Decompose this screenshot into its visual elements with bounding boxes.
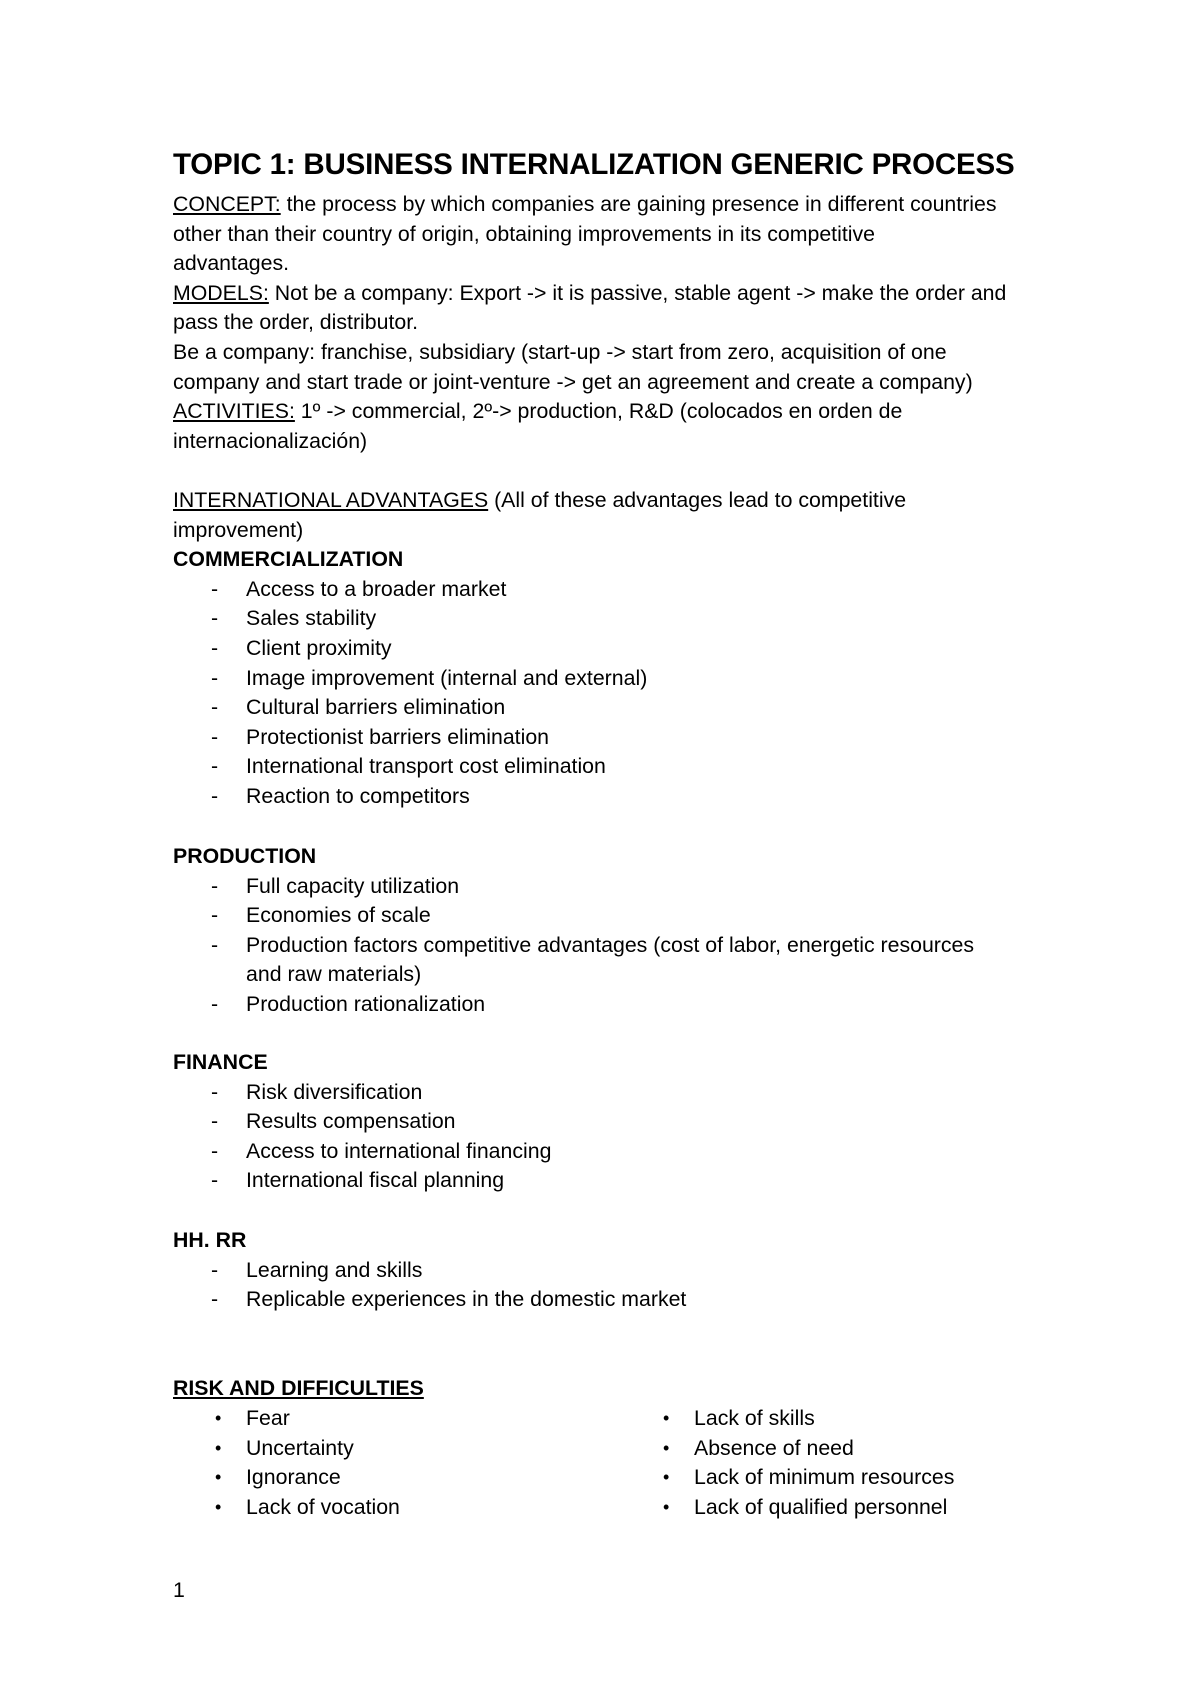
risk-block (173, 1374, 1053, 1404)
list-item: • Fear (215, 1406, 290, 1430)
activities-line-1: ACTIVITIES: 1º -> commercial, 2º-> production, R&D (colocados en orden de (173, 399, 903, 424)
list-item: • Uncertainty (215, 1435, 354, 1460)
finance-heading: FINANCE (173, 1050, 268, 1074)
advantages-block (173, 486, 1053, 812)
advantages-line-2: improvement) (173, 517, 304, 542)
list-item: - Economies of scale (211, 903, 431, 928)
activities-line-2: internacionalización) (173, 428, 368, 453)
list-item: - Learning and skills (211, 1257, 423, 1282)
hhrr-list (173, 1256, 1053, 1315)
concept-label: CONCEPT: (173, 192, 281, 216)
list-item: - Production factors competitive advantages (cost of labor, energetic resources and raw materials) (211, 932, 975, 987)
list-item: - Access to international financing (211, 1138, 552, 1163)
commercialization-list (173, 575, 1053, 812)
models-line-2: pass the order, distributor. (173, 310, 419, 335)
list-item: - Client proximity (211, 635, 392, 660)
models-line-1: MODELS: Not be a company: Export -> it is passive, stable agent -> make the order and (173, 280, 1007, 305)
list-item: • Lack of qualified personnel (663, 1494, 948, 1519)
models-line-4: company and start trade or joint-venture -> get an agreement and create a company) (173, 369, 973, 394)
activities-label: ACTIVITIES: (173, 399, 295, 424)
models-label: MODELS: (173, 280, 269, 305)
list-item: - International transport cost elimination (211, 754, 606, 779)
list-item: - Reaction to competitors (211, 783, 470, 808)
risk-columns (173, 1404, 1053, 1524)
list-item: • Lack of skills (663, 1406, 815, 1430)
page-number: 1 (173, 1578, 185, 1602)
production-heading: PRODUCTION (173, 844, 317, 868)
list-item: - Production rationalization (211, 991, 486, 1016)
production-list (173, 872, 1053, 1020)
concept-line-1: CONCEPT: the process by which companies are gaining presence in different countries (173, 192, 997, 216)
production-block (173, 842, 1053, 1020)
page-title: TOPIC 1: BUSINESS INTERNALIZATION GENERIC PROCESS (173, 148, 1015, 181)
list-item: - Full capacity utilization (211, 873, 460, 898)
intro-block (173, 190, 1053, 456)
list-item: - International fiscal planning (211, 1168, 505, 1193)
finance-list (173, 1078, 1053, 1196)
list-item: • Lack of minimum resources (663, 1465, 955, 1490)
list-item: • Lack of vocation (215, 1494, 400, 1519)
list-item: - Risk diversification (211, 1079, 423, 1104)
hhrr-heading: HH. RR (173, 1228, 247, 1252)
list-item: • Ignorance (215, 1465, 341, 1490)
list-item: - Protectionist barriers elimination (211, 724, 550, 749)
risk-right-column (621, 1404, 954, 1522)
hhrr-block (173, 1226, 1053, 1315)
list-item: - Cultural barriers elimination (211, 695, 506, 720)
finance-block (173, 1048, 1053, 1196)
list-item: - Sales stability (211, 606, 377, 631)
list-item: - Image improvement (internal and external) (211, 665, 648, 690)
risk-left-column (173, 1404, 400, 1522)
list-item: - Results compensation (211, 1109, 456, 1134)
list-item: - Access to a broader market (211, 576, 507, 601)
advantages-line-1: INTERNATIONAL ADVANTAGES (All of these advantages lead to competitive (173, 488, 907, 512)
list-item: - Replicable experiences in the domestic market (211, 1287, 687, 1312)
advantages-label: INTERNATIONAL ADVANTAGES (173, 488, 489, 512)
risk-heading: RISK AND DIFFICULTIES (173, 1376, 424, 1400)
concept-line-2: other than their country of origin, obtaining improvements in its competitive (173, 221, 875, 246)
list-item: • Absence of need (663, 1435, 854, 1460)
commercialization-heading: COMMERCIALIZATION (173, 547, 404, 572)
models-line-3: Be a company: franchise, subsidiary (start-up -> start from zero, acquisition of one (173, 339, 947, 364)
concept-line-3: advantages. (173, 251, 290, 276)
